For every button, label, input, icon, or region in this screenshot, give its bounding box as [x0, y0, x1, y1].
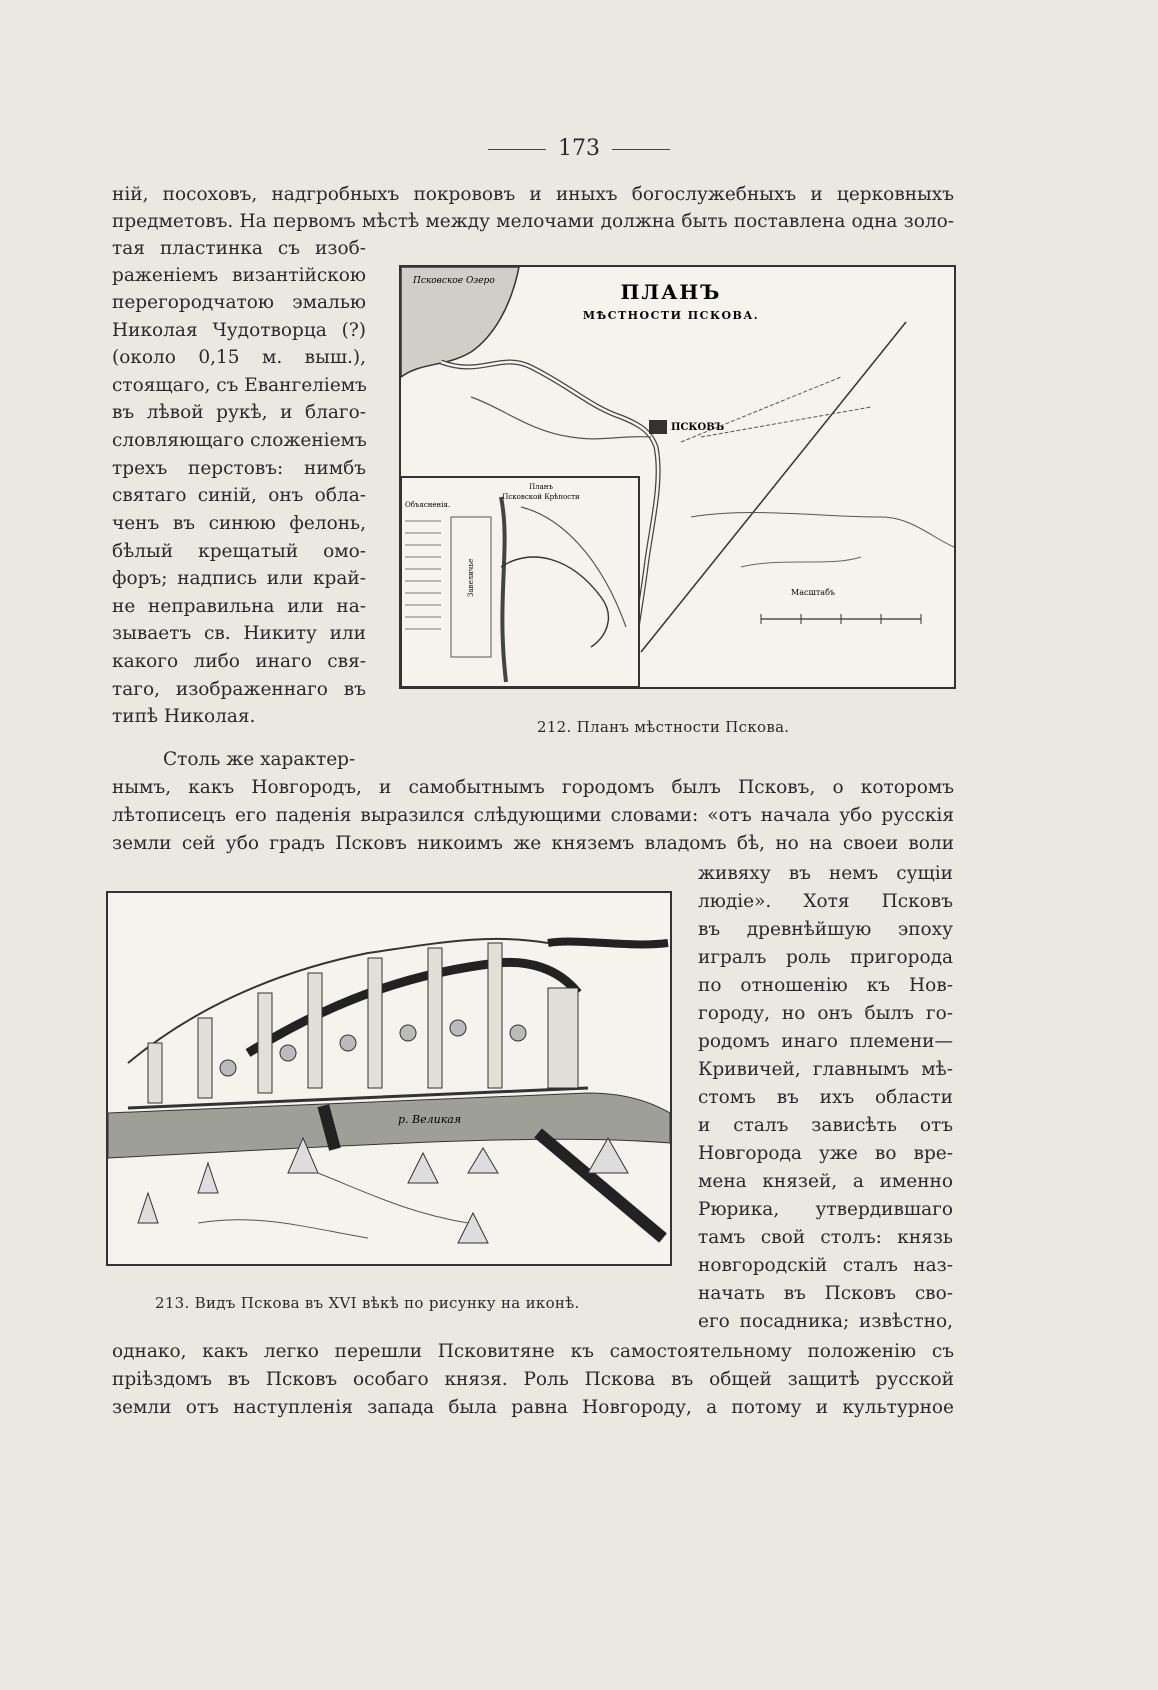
pskov-view-drawing [108, 893, 670, 1264]
text-line: не неправильна или на- [112, 596, 366, 617]
scale-label: Масштабъ [791, 588, 835, 597]
text-line: игралъ роль пригорода [698, 947, 953, 968]
text-line: предметовъ. На первомъ мѣстѣ между мелочами должна быть поставлена одна золо- [112, 211, 954, 232]
text-line: людіе». Хотя Псковъ [698, 891, 953, 912]
text-line: однако, какъ легко перешли Псковитяне къ самостоятельному положенію съ [112, 1341, 954, 1362]
page-number [0, 136, 1158, 161]
city-label: ПСКОВЪ [671, 422, 725, 433]
inset-title-2: Псковской Крѣпости [502, 493, 580, 501]
page-number-text: 173 [558, 136, 600, 161]
page-number-rule-right [612, 149, 670, 150]
text-line: форъ; надпись или край- [112, 568, 366, 589]
text-line: трехъ перстовъ: нимбъ [112, 458, 366, 479]
figure-213-caption: 213. Видъ Пскова въ XVI вѣкѣ по рисунку на иконѣ. [155, 1294, 580, 1312]
text-line: земли отъ наступленія запада была равна Новгороду, а потому и культурное [112, 1397, 954, 1418]
railway-line [641, 322, 906, 652]
text-line: его посадника; извѣстно, [698, 1311, 953, 1332]
text-line: городу, но онъ былъ го- [698, 1003, 953, 1024]
map-title-line2: МѢСТНОСТИ ПСКОВА. [582, 309, 760, 322]
city-marker [649, 420, 667, 434]
map-title-line1: ПЛАНЪ [620, 280, 722, 304]
text-line: по отношенію къ Нов- [698, 975, 953, 996]
page-number-rule-left [488, 149, 546, 150]
figure-212-caption: 212. Планъ мѣстности Пскова. [537, 718, 790, 736]
text-line: и сталъ зависѣть отъ [698, 1115, 953, 1136]
text-line: бѣлый крещатый омо- [112, 541, 366, 562]
text-line: мена князей, а именно [698, 1171, 953, 1192]
tributary [538, 1133, 663, 1238]
text-line: стомъ въ ихъ области [698, 1087, 953, 1108]
text-line: нымъ, какъ Новгородъ, и самобытнымъ городомъ былъ Псковъ, о которомъ [112, 777, 954, 798]
inset-side-label: Завеличье [467, 558, 475, 597]
text-line: стоящаго, съ Евангеліемъ [112, 375, 367, 396]
text-line: въ лѣвой рукѣ, и благо- [112, 402, 366, 423]
text-line: типѣ Николая. [112, 706, 256, 727]
view-figure-213 [106, 891, 672, 1266]
text-line: какого либо инаго свя- [112, 651, 366, 672]
lake-label: Псковское Озеро [413, 276, 495, 286]
text-line: лѣтописецъ его паденія выразился слѣдующими словами: «отъ начала убо русскія [112, 805, 954, 826]
text-line: ній, посоховъ, надгробныхъ покрововъ и иныхъ богослужебныхъ и церковныхъ [112, 184, 954, 205]
text-line: таго, изображеннаго въ [112, 679, 366, 700]
text-line: земли сей убо градъ Псковъ никоимъ же княземъ владомъ бѣ, но на своеи воли [112, 833, 954, 854]
text-line: раженіемъ византійскою [112, 265, 366, 286]
map-figure-212 [399, 265, 956, 689]
text-line: Новгорода уже во вре- [698, 1143, 953, 1164]
text-line: перегородчатою эмалью [112, 292, 366, 313]
text-line: Рюрика, утвердившаго [698, 1199, 953, 1220]
river-label: р. Великая [398, 1113, 462, 1126]
text-line: Столь же характер- [163, 749, 356, 770]
text-line: (около 0,15 м. выш.), [112, 347, 366, 368]
text-line: ченъ въ синюю фелонь, [112, 513, 366, 534]
text-line: Кривичей, главнымъ мѣ- [698, 1059, 953, 1080]
text-line: тая пластинка съ изоб- [112, 238, 366, 259]
text-line: святаго синій, онъ обла- [112, 485, 366, 506]
text-line: новгородскій сталъ наз- [698, 1255, 953, 1276]
text-line: начать въ Псковъ сво- [698, 1283, 953, 1304]
text-line: словляющаго сложеніемъ [112, 430, 367, 451]
text-line: пріѣздомъ въ Псковъ особагo князя. Роль Пскова въ общей защитѣ русской [112, 1369, 954, 1390]
text-line: Николая Чудотворца (?) [112, 320, 366, 341]
inset-legend-title: Объясненія. [405, 501, 451, 509]
text-line: родомъ инаго племени— [698, 1031, 953, 1052]
text-line: тамъ свой столъ: князь [698, 1227, 953, 1248]
text-line: живяху въ немъ сущіи [698, 863, 953, 884]
river-velikaya-drawing [108, 1093, 670, 1158]
pskov-area-map [401, 267, 954, 687]
text-line: зываетъ св. Никиту или [112, 623, 366, 644]
text-line: въ древнѣйшую эпоху [698, 919, 953, 940]
inset-title-1: Планъ [529, 483, 553, 491]
